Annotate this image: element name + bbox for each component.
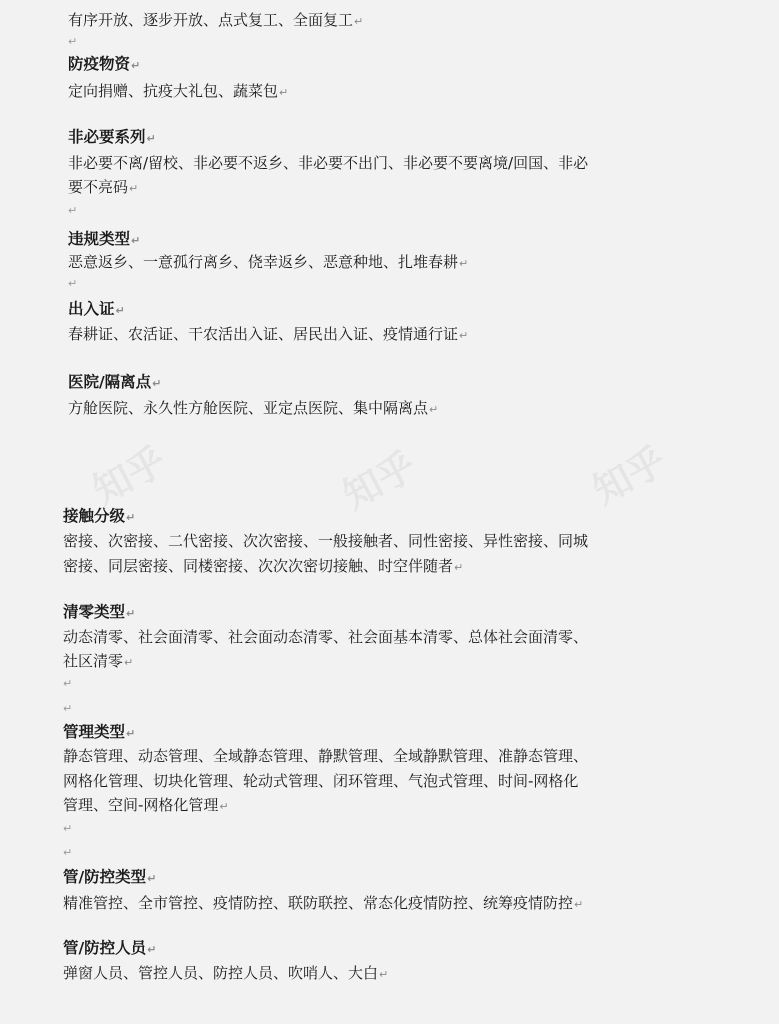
- term-line: [68, 397, 438, 421]
- paragraph-mark: ↵: [129, 182, 139, 195]
- paragraph-mark: ↵: [459, 329, 469, 342]
- section-heading: [68, 371, 161, 395]
- term-line: [63, 650, 133, 674]
- section-heading-text: 清零类型: [63, 603, 126, 621]
- term-line: [63, 626, 588, 648]
- paragraph-mark: ↵: [146, 132, 156, 145]
- term-line: [63, 770, 578, 792]
- section-heading-text: 防疫物资: [68, 55, 131, 73]
- term-line: [68, 251, 468, 275]
- empty-paragraph-mark: ↵: [68, 35, 78, 48]
- empty-paragraph-mark: ↵: [63, 846, 73, 859]
- section-heading: [63, 505, 135, 529]
- paragraph-mark: ↵: [379, 968, 389, 981]
- paragraph-mark: ↵: [124, 656, 134, 669]
- paragraph-mark: ↵: [147, 943, 157, 956]
- term-line: [63, 555, 463, 579]
- section-heading: [68, 298, 125, 322]
- section-heading-text: 违规类型: [68, 230, 131, 248]
- term-text: 网格化管理、切块化管理、轮动式管理、闭环管理、气泡式管理、时间-网格化: [63, 772, 579, 790]
- term-line: [63, 530, 588, 552]
- term-text: 社区清零: [63, 652, 124, 670]
- section-heading-text: 管/防控人员: [63, 939, 147, 957]
- term-text: 方舱医院、永久性方舱医院、亚定点医院、集中隔离点: [68, 399, 429, 417]
- watermark: 知乎: [335, 443, 424, 518]
- watermark: 知乎: [85, 438, 174, 513]
- paragraph-mark: ↵: [147, 872, 157, 885]
- paragraph-mark: ↵: [131, 234, 141, 247]
- term-line: [68, 80, 288, 104]
- section-heading: [63, 601, 135, 625]
- paragraph-mark: ↵: [279, 86, 289, 99]
- term-line: [63, 794, 229, 818]
- section-heading-text: 管理类型: [63, 723, 126, 741]
- section-heading: [63, 866, 156, 890]
- section-heading-text: 非必要系列: [68, 128, 146, 146]
- term-text: 春耕证、农活证、干农活出入证、居民出入证、疫情通行证: [68, 325, 459, 343]
- section-heading: [68, 126, 156, 150]
- empty-paragraph-mark: ↵: [68, 277, 78, 290]
- term-line: [68, 323, 468, 347]
- term-line: [63, 892, 583, 916]
- term-line: [63, 962, 388, 986]
- term-text: 非必要不离/留校、非必要不返乡、非必要不出门、非必要不要离境/回国、非必: [68, 154, 589, 172]
- term-text: 弹窗人员、管控人员、防控人员、吹哨人、大白: [63, 964, 379, 982]
- term-text: 静态管理、动态管理、全域静态管理、静默管理、全域静默管理、准静态管理、: [63, 747, 589, 765]
- term-text: 有序开放、逐步开放、点式复工、全面复工: [68, 11, 354, 29]
- term-line: [63, 745, 588, 767]
- term-line: [68, 9, 363, 33]
- term-text: 恶意返乡、一意孤行离乡、侥幸返乡、恶意种地、扎堆春耕: [68, 253, 459, 271]
- term-text: 动态清零、社会面清零、社会面动态清零、社会面基本清零、总体社会面清零、: [63, 628, 589, 646]
- term-text: 密接、次密接、二代密接、次次密接、一般接触者、同性密接、异性密接、同城: [63, 532, 589, 550]
- paragraph-mark: ↵: [115, 304, 125, 317]
- paragraph-mark: ↵: [126, 727, 136, 740]
- empty-paragraph-mark: ↵: [68, 204, 78, 217]
- paragraph-mark: ↵: [574, 898, 584, 911]
- empty-paragraph-mark: ↵: [63, 822, 73, 835]
- term-text: 密接、同层密接、同楼密接、次次次密切接触、时空伴随者: [63, 557, 454, 575]
- empty-paragraph-mark: ↵: [63, 702, 73, 715]
- term-text: 要不亮码: [68, 178, 129, 196]
- paragraph-mark: ↵: [429, 403, 439, 416]
- section-heading-text: 出入证: [68, 300, 115, 318]
- empty-paragraph-mark: ↵: [63, 677, 73, 690]
- paragraph-mark: ↵: [354, 15, 364, 28]
- paragraph-mark: ↵: [219, 800, 229, 813]
- term-line: [68, 176, 138, 200]
- term-line: [68, 152, 588, 174]
- section-heading: [63, 937, 156, 961]
- term-text: 管理、空间-网格化管理: [63, 796, 219, 814]
- section-heading: [63, 721, 135, 745]
- paragraph-mark: ↵: [131, 59, 141, 72]
- paragraph-mark: ↵: [459, 257, 469, 270]
- paragraph-mark: ↵: [126, 607, 136, 620]
- term-text: 精准管控、全市管控、疫情防控、联防联控、常态化疫情防控、统筹疫情防控: [63, 894, 574, 912]
- section-heading-text: 接触分级: [63, 507, 126, 525]
- paragraph-mark: ↵: [454, 561, 464, 574]
- section-heading-text: 医院/隔离点: [68, 373, 152, 391]
- section-heading: [68, 53, 140, 77]
- section-heading-text: 管/防控类型: [63, 868, 147, 886]
- section-heading: [68, 228, 140, 252]
- term-text: 定向捐赠、抗疫大礼包、蔬菜包: [68, 82, 279, 100]
- watermark: 知乎: [585, 438, 674, 513]
- paragraph-mark: ↵: [152, 377, 162, 390]
- paragraph-mark: ↵: [126, 511, 136, 524]
